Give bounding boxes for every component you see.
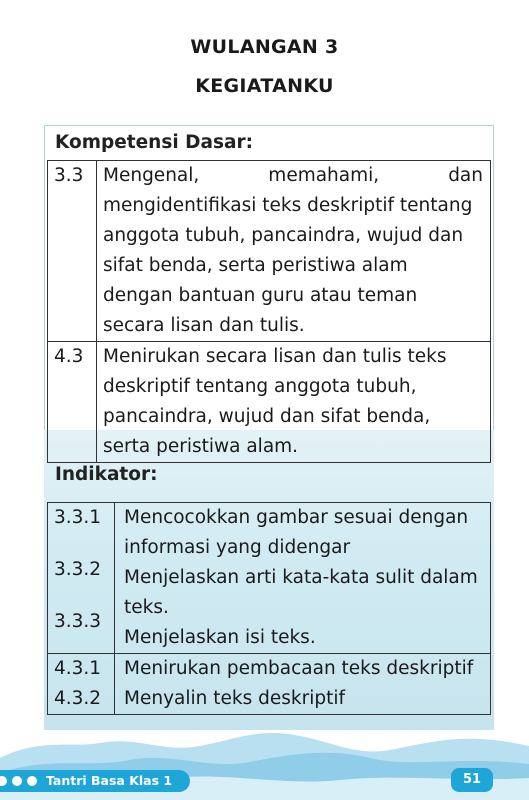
indikator-text-line: Mencocokkan gambar sesuai dengan bbox=[124, 507, 469, 528]
kd-text-line: secara lisan dan tulis. bbox=[103, 315, 305, 336]
footer-book-badge bbox=[0, 770, 190, 792]
indikator-numbers bbox=[48, 654, 115, 715]
kd-text bbox=[97, 161, 491, 342]
kd-number: 3.3 bbox=[48, 161, 97, 342]
kd-text bbox=[97, 342, 491, 463]
page-number: 51 bbox=[451, 768, 493, 792]
chapter-title: WULANGAN 3 bbox=[190, 36, 339, 58]
indikator-text bbox=[115, 503, 491, 654]
kd-text-line: dengan bantuan guru atau teman bbox=[103, 285, 418, 306]
kd-text-line: serta peristiwa alam. bbox=[103, 436, 299, 457]
indikator-text-line: Menyalin teks deskriptif bbox=[124, 688, 345, 709]
kd-number: 4.3 bbox=[48, 342, 97, 463]
kd-text-line: deskriptif tentang anggota tubuh, bbox=[103, 376, 417, 397]
kd-text-line: sifat benda, serta peristiwa alam bbox=[103, 255, 408, 276]
table-row bbox=[48, 342, 491, 463]
indikator-text-line: Menjelaskan arti kata-kata sulit dalam bbox=[124, 567, 478, 588]
kd-text-line: Mengenal, memahami, dan bbox=[103, 165, 483, 186]
indikator-number: 4.3.1 bbox=[54, 658, 102, 679]
dot-icon bbox=[27, 776, 37, 786]
book-title: Tantri Basa Klas 1 bbox=[46, 773, 173, 788]
indikator-text-line: informasi yang didengar bbox=[124, 537, 351, 558]
indikator-text-line: teks. bbox=[124, 597, 169, 618]
indikator-number: 3.3.1 bbox=[54, 507, 102, 528]
indikator-number: 3.3.2 bbox=[54, 559, 102, 580]
indikator-text bbox=[115, 654, 491, 715]
indikator-number: 4.3.2 bbox=[54, 688, 102, 709]
table-row bbox=[48, 503, 491, 654]
kompetensi-table bbox=[47, 160, 491, 463]
kompetensi-heading: Kompetensi Dasar: bbox=[55, 132, 253, 153]
indikator-text-line: Menirukan pembacaan teks deskriptif bbox=[124, 658, 474, 679]
dot-icon bbox=[12, 776, 22, 786]
dot-icon bbox=[0, 776, 7, 786]
indikator-heading: Indikator: bbox=[55, 464, 158, 485]
kd-text-line: mengidentifikasi teks deskriptif tentang bbox=[103, 195, 473, 216]
kd-text-line: anggota tubuh, pancaindra, wujud dan bbox=[103, 225, 464, 246]
indikator-numbers bbox=[48, 503, 115, 654]
table-row bbox=[48, 654, 491, 715]
section-title: KEGIATANKU bbox=[195, 75, 334, 97]
kd-text-line: Menirukan secara lisan dan tulis teks bbox=[103, 346, 447, 367]
indikator-text-line: Menjelaskan isi teks. bbox=[124, 627, 316, 648]
table-row bbox=[48, 161, 491, 342]
indikator-table bbox=[47, 502, 491, 715]
indikator-number: 3.3.3 bbox=[54, 611, 102, 632]
kd-text-line: pancaindra, wujud dan sifat benda, bbox=[103, 406, 431, 427]
